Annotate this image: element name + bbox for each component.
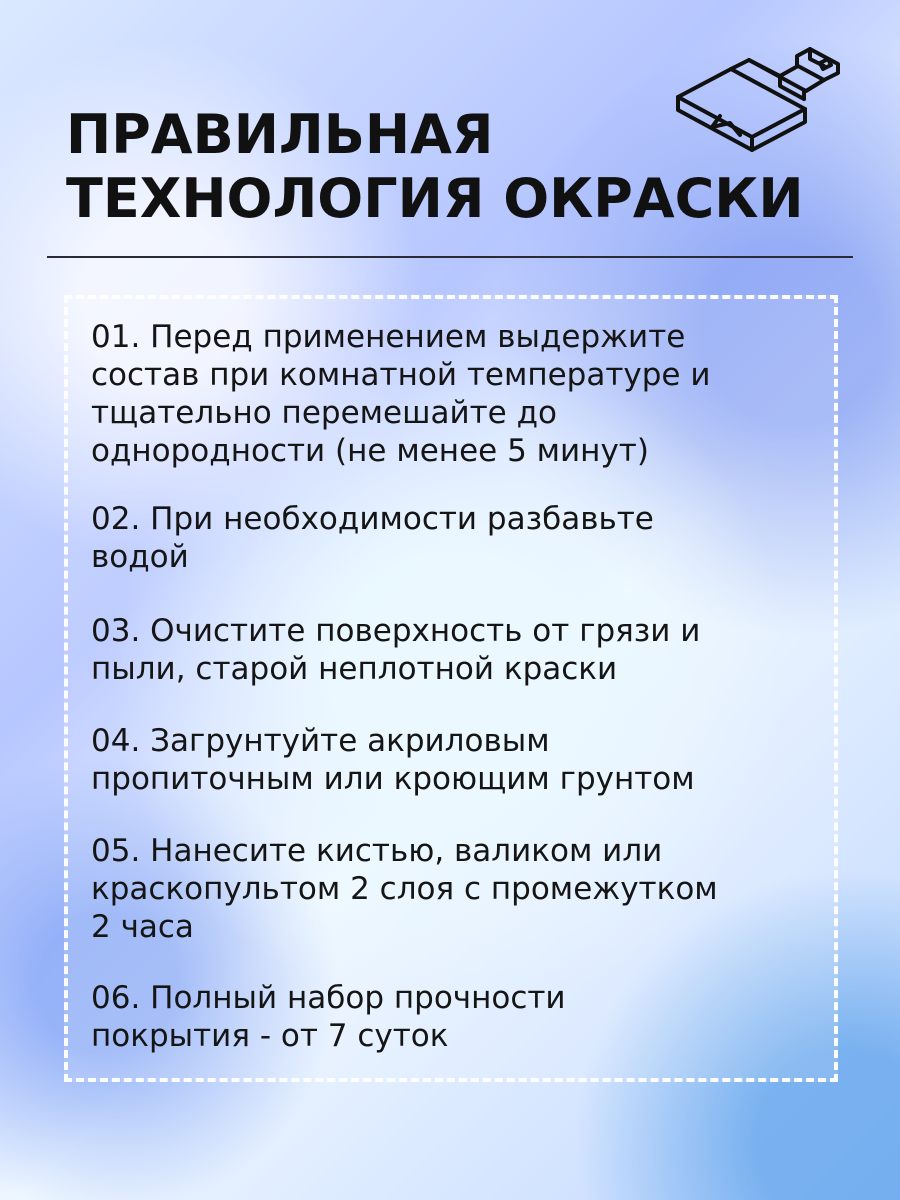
instruction-line: краскопультом 2 слоя с промежутком [91, 871, 718, 907]
instruction-line: 01. Перед применением выдержите [91, 319, 686, 355]
instruction-step-01 [91, 318, 811, 470]
title-line: ПРАВИЛЬНАЯ [66, 103, 494, 166]
instruction-line: тщательно перемешайте до [91, 395, 557, 431]
instruction-line: состав при комнатной температуре и [91, 357, 711, 393]
page-title [66, 103, 856, 231]
instruction-line: 04. Загрунтуйте акриловым [91, 723, 550, 759]
instruction-line: однородности (не менее 5 минут) [91, 433, 649, 469]
instruction-step-04 [91, 722, 811, 798]
instruction-line: водой [91, 539, 189, 575]
instruction-line: 06. Полный набор прочности [91, 980, 566, 1016]
instruction-step-02 [91, 500, 811, 576]
instruction-step-06 [91, 979, 811, 1055]
instruction-line: 2 часа [91, 909, 194, 945]
instruction-line: пропиточным или кроющим грунтом [91, 761, 695, 797]
instruction-step-03 [91, 612, 811, 688]
title-divider [47, 256, 853, 258]
instruction-line: покрытия - от 7 суток [91, 1018, 449, 1054]
instruction-line: 05. Нанесите кистью, валиком или [91, 833, 663, 869]
instruction-line: пыли, старой неплотной краски [91, 651, 618, 687]
instruction-step-05 [91, 832, 811, 946]
title-line: ТЕХНОЛОГИЯ ОКРАСКИ [66, 167, 804, 230]
instruction-line: 02. При необходимости разбавьте [91, 501, 654, 537]
instruction-line: 03. Очистите поверхность от грязи и [91, 613, 701, 649]
